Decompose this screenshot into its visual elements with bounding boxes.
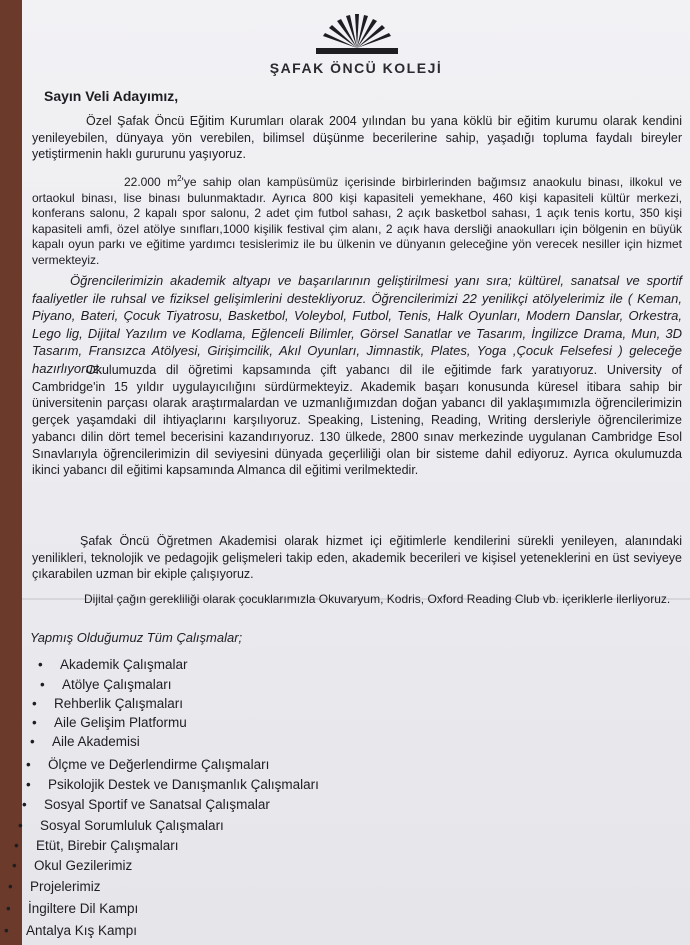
bullet-icon: •	[12, 858, 17, 873]
list-item: • Antalya Kış Kampı	[4, 923, 138, 938]
bullet-icon: •	[30, 734, 35, 749]
list-item: • Akademik Çalışmalar	[38, 657, 188, 672]
bullet-icon: •	[6, 901, 11, 916]
bullet-icon: •	[26, 777, 31, 792]
area-unit-superscript: 2	[177, 174, 182, 183]
paragraph-campus	[32, 171, 682, 268]
list-item: • Sosyal Sorumluluk Çalışmaları	[18, 818, 224, 833]
paragraph-teachers: Şafak Öncü Öğretmen Akademisi olarak hizmet içi eğitimlerle kendilerini sürekli yenileyen, alanındaki yenilikleri, teknolojik ve pedagojik gelişmeleri takip eden, akademik becerileri ve kişisel yeteneklerini en üst seviyeye çıkarabilen uzman bir ekiple çalışıyoruz.	[32, 534, 682, 581]
bullet-icon: •	[26, 757, 31, 772]
bullet-icon: •	[32, 715, 37, 730]
list-item: • Aile Akademisi	[30, 734, 140, 749]
school-name: ŞAFAK ÖNCÜ KOLEJİ	[269, 60, 443, 76]
bullet-icon: •	[14, 838, 19, 853]
list-item: • Atölye Çalışmaları	[40, 677, 172, 692]
paragraph-digital: Dijital çağın gerekliliği olarak çocuklarımızla Okuvaryum, Kodris, Oxford Reading Club vb. içeriklerle ilerliyoruz.	[84, 592, 671, 606]
list-item: • Okul Gezilerimiz	[12, 858, 133, 873]
paragraph-intro: Özel Şafak Öncü Eğitim Kurumları olarak 2004 yılından bu yana köklü bir eğitim kurumu olarak kendini yenileyebilen, dünyaya yön verebilen, bilimsel düşünme becerilerine sahip, yaşadığı topluma faydalı bireyler yetiştirmenin haklı gururunu yaşıyoruz.	[32, 114, 682, 161]
list-item: • Ölçme ve Değerlendirme Çalışmaları	[26, 757, 270, 772]
list-item: • Etüt, Birebir Çalışmaları	[14, 838, 179, 853]
paragraph-languages: Okulumuzda dil öğretimi kapsamında çift yabancı dil ile eğitimde fark yaratıyoruz. University of Cambridge'in 15 yıldır uygulayıcılığını sürdürmekteyiz. Akademik başarı konusunda küresel itibara sahip bir üniversitenin parçası olarak araştırmalardan ve uzmanlığımızdan doğan yabancı dil yaklaşımımızla öğrencilerimizin gerçek yaşamdaki dil ihtiyaçlarını karşılıyoruz. Speaking, Listening, Reading, Writing dersleriyle öğrencilerimize yabancı dilin dört temel becerisini kazandırıyoruz. 130 ülkede, 2800 sınav merkezinde uygulanan Cambridge Esol Sınavlarıyla öğrencilerimizin dil seviyesini dünyada geçerliliği olan bir sisteme dahil ediyoruz. Ayrıca okulumuzda ikinci yabancı dil eğitimi kapsamında Almanca dil eğitimi verilmektedir.	[32, 363, 682, 478]
letter-page	[4, 0, 690, 945]
bullet-icon: •	[8, 879, 13, 894]
bullet-icon: •	[38, 657, 43, 672]
bullet-icon: •	[22, 797, 27, 812]
bullet-icon: •	[40, 677, 45, 692]
campus-facilities: 'ye sahip olan kampüsümüz içerisinde birbirlerinden bağımsız anaokulu binası, ilkokul ve ortaokul binası, lise binası bulunmaktadır. Ayrıca 800 kişi kapasiteli yemekhane, 460 kişi kapasiteli kültür merkezi, konferans salonu, 2 kapalı spor salonu, 2 adet çim futbol sahası, 2 açık basketbol sahası, 1 açık tenis kortu, 350 kişi kapasiteli amfi, özel atölye sınıfları,1000 kişilik festival çim alanı, 2 açık hava dersliği anaokulları için bölgenin en büyük kapalı oyun parkı ve eğitime yardımcı tesislerimiz ile bu ülkenin ve dünyanın geleceğine yön verecek nesiller için hizmet vermekteyiz.	[32, 175, 682, 267]
bullet-icon: •	[32, 696, 37, 711]
list-item: • Rehberlik Çalışmaları	[32, 696, 184, 711]
bullet-icon: •	[4, 923, 9, 938]
sunrise-fan-logo-icon	[312, 8, 402, 58]
works-title: Yapmış Olduğumuz Tüm Çalışmalar;	[30, 630, 243, 645]
list-item: • Sosyal Sportif ve Sanatsal Çalışmalar	[22, 797, 270, 812]
list-item: • Projelerimiz	[8, 879, 101, 894]
list-item: • Psikolojik Destek ve Danışmanlık Çalışmaları	[26, 777, 319, 792]
list-item: • Aile Gelişim Platformu	[32, 715, 187, 730]
bullet-icon: •	[18, 818, 23, 833]
paragraph-activities: Öğrencilerimizin akademik altyapı ve başarılarının geliştirilmesi yanı sıra; kültürel, sanatsal ve sportif faaliyetler ile ruhsal ve fiziksel gelişimlerini destekliyoruz. Öğrencilerimizi 22 yenilikçi atölyelerimiz ile ( Keman, Piyano, Bateri, Çocuk Tiyatrosu, Basketbol, Voleybol, Futbol, Tenis, Halk Oyunları, Modern Danslar, Orkestra, Lego lig, Dijital Yazılım ve Kodlama, Eğlenceli Bilimler, Görsel Sanatlar ve Tasarım, İngilizce Drama, Mun, 3D Tasarım, Fransızca Atölyesi, Girişimcilik, Akıl Oyunları, Jimnastik, Plates, Yoga ,Çocuk Felsefesi ) geleceğe hazırlıyoruz.	[32, 273, 682, 376]
campus-area: 22.000 m	[124, 175, 178, 189]
list-item: • İngiltere Dil Kampı	[6, 901, 139, 916]
greeting: Sayın Veli Adayımız,	[44, 88, 179, 104]
